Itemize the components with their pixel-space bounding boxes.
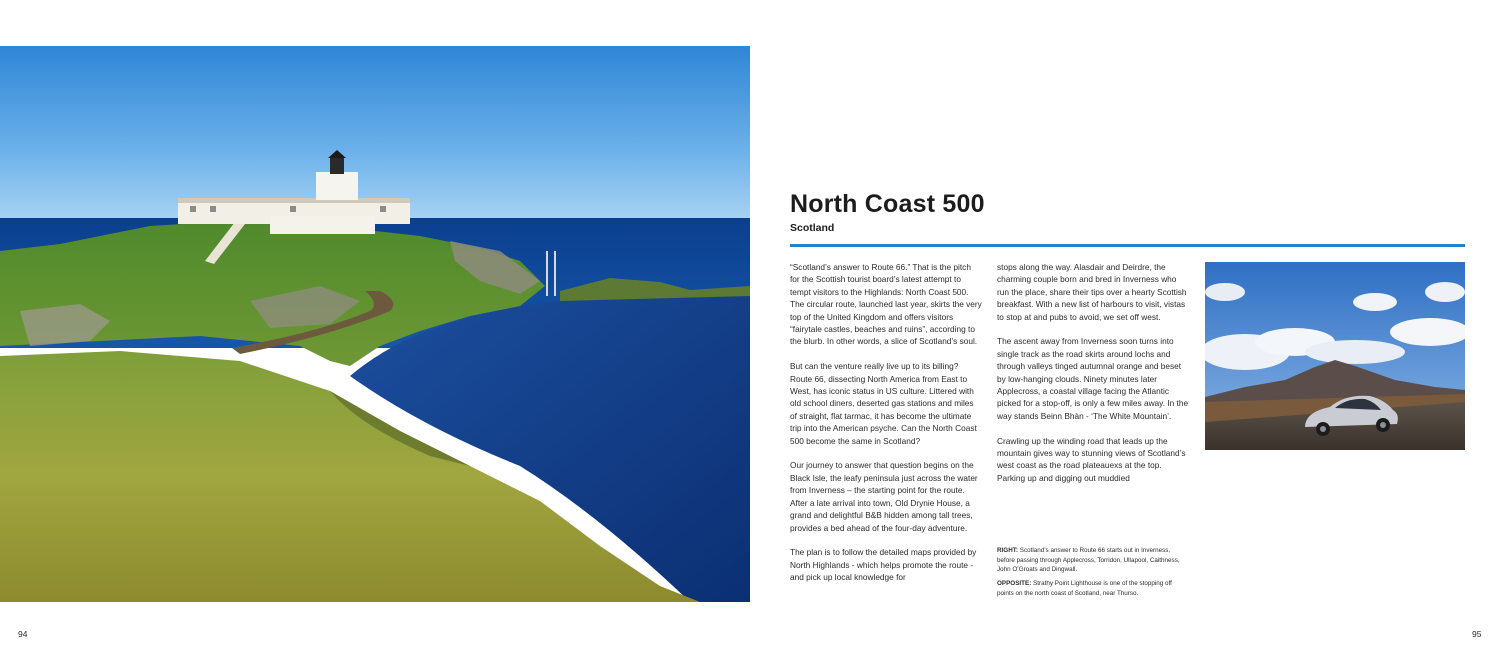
body-column-2 xyxy=(997,261,1189,497)
caption-opposite xyxy=(997,579,1189,598)
caption-opposite-label: OPPOSITE: xyxy=(997,580,1032,588)
page-number-left: 94 xyxy=(18,629,28,639)
body-paragraph: Crawling up the winding road that leads up the mountain gives way to stunning views of Scotland’s west coast as the road plateauexs at the top. Parking up and digging out muddied xyxy=(997,435,1186,483)
car-photo-graphic xyxy=(1205,262,1465,450)
body-paragraph: But can the venture really live up to its billing? Route 66, dissecting North America from East to West, has iconic status in US culture. Littered with old school diners, deserted gas stations and miles of straight, flat tarmac, it has become the ultimate trip into the American psyche. Can the North Coast 500 become the same in Scotland? xyxy=(790,361,977,446)
car-photo xyxy=(1205,262,1465,450)
title-divider xyxy=(790,244,1465,247)
caption-right xyxy=(997,546,1189,575)
body-paragraph: “Scotland’s answer to Route 66.” That is the pitch for the Scottish tourist board’s latest attempt to tempt visitors to the Highlands: North Coast 500. The circular route, launched last year, skirts the very top of the United Kingdom and offers visitors “fairytale castles, beaches and ruins”, according to the blurb. In other words, a slice of Scotland’s soul. xyxy=(790,262,982,347)
caption-right-text: Scotland’s answer to Route 66 starts out in Inverness, before passing through Applecross, Torridon, Ullapool, Caithness, John O’Groats and Dingwall. xyxy=(997,547,1180,574)
article-title: North Coast 500 xyxy=(790,190,985,218)
page-number-right: 95 xyxy=(1472,629,1482,639)
body-paragraph: stops along the way. Alasdair and Deirdre, the charming couple born and bred in Inverness who run the place, share their tips over a hearty Scottish breakfast. With a new list of harbours to visit, vistas to stop at and pubs to avoid, we set off west. xyxy=(997,262,1187,322)
body-paragraph: Our journey to answer that question begins on the Black Isle, the leafy peninsula just across the water from Inverness – the starting point for the route. After a late arrival into town, Old Drynie House, a grand and delightful B&B hidden among tall trees, provides a bed ahead of the four-day adventure. xyxy=(790,460,978,533)
body-paragraph: The plan is to follow the detailed maps provided by North Highlands - which helps promote the route - and pick up local knowledge for xyxy=(790,547,977,583)
lighthouse-photo-graphic xyxy=(0,46,750,602)
article-subtitle: Scotland xyxy=(790,222,835,234)
body-column-1 xyxy=(790,261,982,596)
caption-right-label: RIGHT: xyxy=(997,547,1018,554)
lighthouse-photo xyxy=(0,46,750,602)
body-paragraph: The ascent away from Inverness soon turns into single track as the road skirts around lochs and through valleys tinged autumnal orange and beset by low-hanging clouds. Ninety minutes later Applecross, a coastal village facing the Atlantic picked for a stop-off, is only a few miles away. In the way stands Beinn Bhàn - ‘The White Mountain’. xyxy=(997,336,1189,421)
photo-captions xyxy=(997,546,1189,603)
caption-opposite-text: Strathy Point Lighthouse is one of the stopping off points on the north coast of Scotland, near Thurso. xyxy=(997,580,1172,597)
